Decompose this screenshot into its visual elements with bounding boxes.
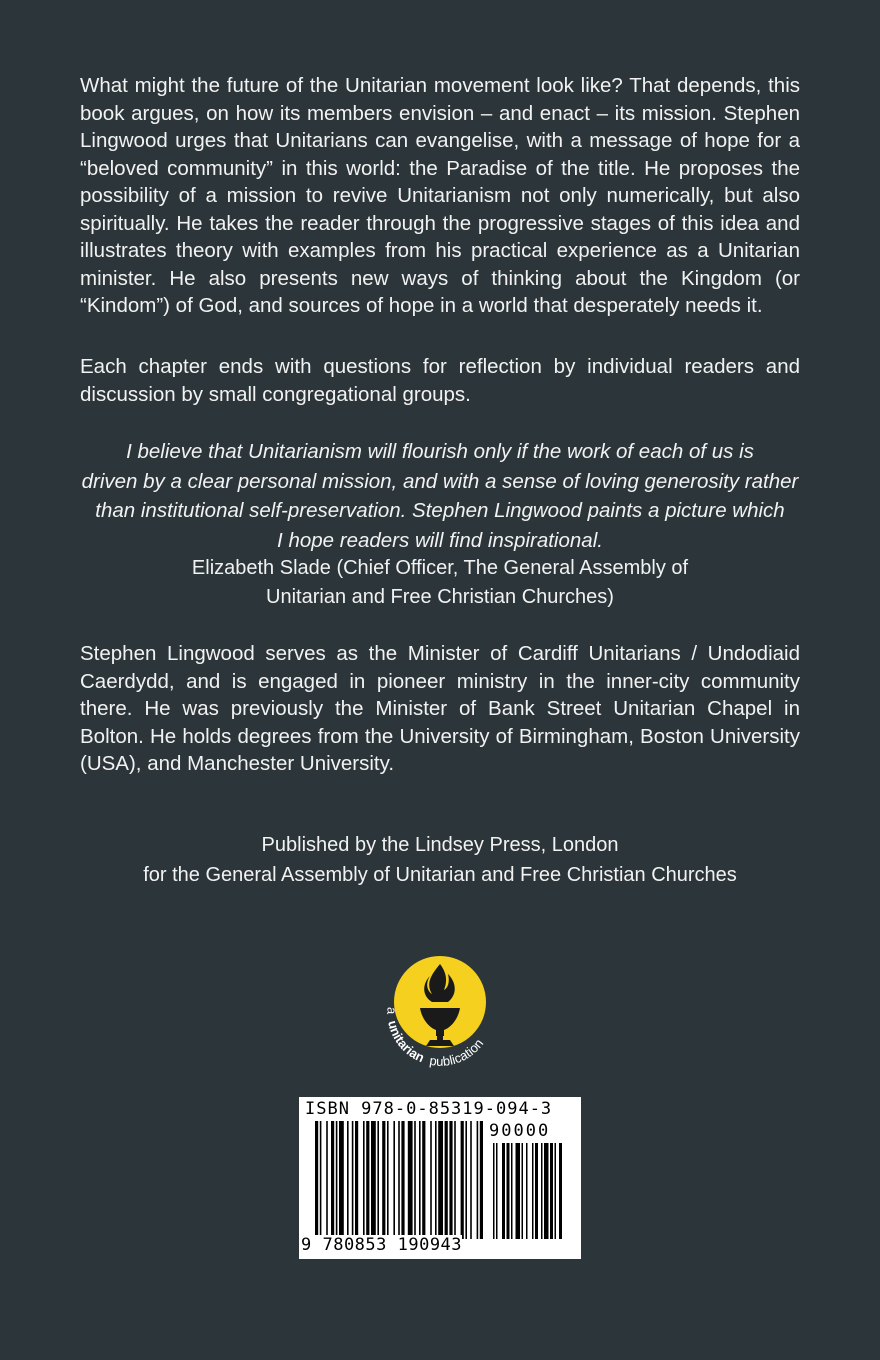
publisher-line: for the General Assembly of Unitarian and Free Christian Churches [143, 864, 737, 886]
barcode-addon-bar [541, 1143, 543, 1239]
barcode-bar [430, 1121, 432, 1239]
barcode-bar [382, 1121, 385, 1239]
barcode-bar [445, 1121, 448, 1239]
quote-attribution [80, 554, 800, 612]
barcode-addon-bar [511, 1143, 513, 1239]
barcode-bar [336, 1121, 338, 1239]
barcode-bar [366, 1121, 369, 1239]
description-paragraph-2: Each chapter ends with questions for reflection by individual readers and discussion by small congregational groups. [80, 355, 800, 406]
barcode-bar [387, 1121, 389, 1239]
barcode-bar [363, 1121, 365, 1239]
barcode-bar [408, 1121, 413, 1239]
barcode-addon-bar [493, 1143, 495, 1239]
barcode-bar [347, 1121, 349, 1239]
barcode-addon-bar [532, 1143, 534, 1239]
barcode-bar [371, 1121, 376, 1239]
quote-line: I hope readers will find inspirational. [277, 528, 603, 552]
barcode-addon-bar [559, 1143, 562, 1239]
barcode-bar [480, 1121, 483, 1239]
author-bio: Stephen Lingwood serves as the Minister of Cardiff Unitarians / Undodiaid Caerdydd, and is engaged in pioneer ministry in the inner-city community there. He was previously the Minister of Bank Street Unitarian Chapel in Bolton. He holds degrees from the University of Birmingham, Boston University (USA), and Manchester University. [80, 642, 800, 775]
barcode-bar [352, 1121, 354, 1239]
publisher-line: Published by the Lindsey Press, London [261, 834, 619, 856]
barcode-bar [414, 1121, 416, 1239]
barcode-addon-bar [526, 1143, 528, 1239]
barcode-bar [470, 1121, 472, 1239]
barcode-bar [449, 1121, 452, 1239]
isbn-number: ISBN 978-0-85319-094-3 [305, 1099, 553, 1119]
barcode-addon-bar [502, 1143, 505, 1239]
logo-text-prefix: a [384, 1006, 400, 1015]
barcode-bar [355, 1121, 358, 1239]
barcode-addon-bar [555, 1143, 557, 1239]
barcode-addon-bar [496, 1143, 498, 1239]
attribution-line: Elizabeth Slade (Chief Officer, The General Assembly of [191, 557, 689, 579]
description-paragraph-1: What might the future of the Unitarian movement look like? That depends, this book argues, on how its members envision – and enact – its mission. Stephen Lingwood urges that Unitarians can evangelise, with a message of hope for a “beloved community” in this world: the Paradise of the title. He proposes the possibility of a mission to revive Unitarianism not only numerically, but also spiritually. He takes the reader through the progressive stages of this idea and illustrates theory with examples from his practical experience as a Unitarian minister. He also presents new ways of thinking about the Kingdom (or “Kindom”) of God, and sources of hope in a world that desperately needs it. [80, 74, 800, 317]
barcode-bar [401, 1121, 404, 1239]
barcode-bar [339, 1121, 344, 1239]
barcode-bar [320, 1121, 322, 1239]
endorsement-quote [80, 437, 800, 555]
barcode-bar [377, 1121, 379, 1239]
barcode-addon-bar [544, 1143, 549, 1239]
publisher-info [80, 830, 800, 890]
barcode-bar [461, 1121, 464, 1239]
barcode-bars [315, 1121, 565, 1239]
price-code: 90000 [489, 1121, 551, 1141]
logo-text-bold: unitarian [385, 1018, 427, 1066]
barcode-bar [477, 1121, 479, 1239]
isbn-barcode [299, 1097, 581, 1259]
unitarian-logo [360, 950, 520, 1080]
barcode-bar [422, 1121, 425, 1239]
barcode-addon-bar [550, 1143, 553, 1239]
barcode-addon-bar [507, 1143, 510, 1239]
quote-line: I believe that Unitarianism will flourish only if the work of each of us is [126, 440, 754, 463]
attribution-line: Unitarian and Free Christian Churches) [266, 586, 614, 608]
quote-line: driven by a clear personal mission, and with a sense of loving generosity rather [81, 469, 799, 493]
barcode-bar [331, 1121, 334, 1239]
barcode-bar [438, 1121, 443, 1239]
barcode-bar [454, 1121, 456, 1239]
barcode-bar [419, 1121, 421, 1239]
barcode-bar [465, 1121, 467, 1239]
barcode-bar [315, 1121, 318, 1239]
barcode-bar [393, 1121, 395, 1239]
quote-line: than institutional self-preservation. Stephen Lingwood paints a picture which [95, 499, 785, 522]
barcode-bar [435, 1121, 437, 1239]
barcode-addon-bar [516, 1143, 521, 1239]
barcode-bar [398, 1121, 400, 1239]
logo-text-suffix: publication [428, 1035, 487, 1069]
barcode-bar [326, 1121, 328, 1239]
barcode-addon-bar [522, 1143, 524, 1239]
barcode-addon-bar [535, 1143, 538, 1239]
ean-digits: 9 780853 190943 [301, 1235, 463, 1255]
